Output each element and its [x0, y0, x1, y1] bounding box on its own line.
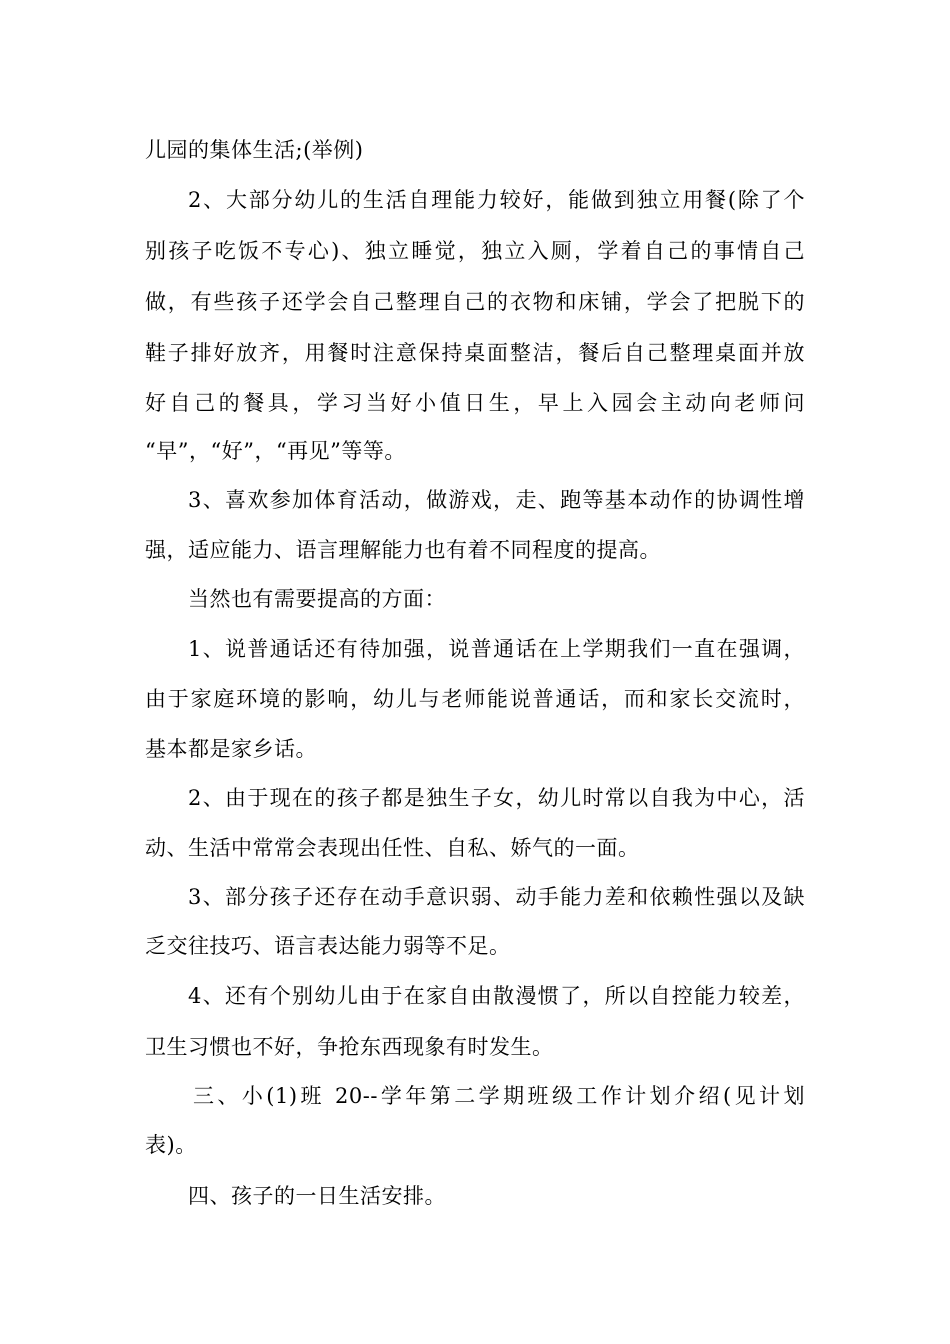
text-line: 四、孩子的一日生活安排。: [188, 1184, 446, 1208]
text-line: 当然也有需要提高的方面：: [188, 587, 446, 611]
text-line: 别孩子吃饭不专心)、独立睡觉，独立入厕，学着自己的事情自己: [145, 239, 805, 263]
text-line: 乏交往技巧、语言表达能力弱等不足。: [145, 934, 511, 958]
text-line: 4、还有个别幼儿由于在家自由散漫惯了，所以自控能力较差，: [188, 984, 805, 1008]
text-line: 3、部分孩子还存在动手意识弱、动手能力差和依赖性强以及缺: [188, 885, 805, 909]
text-line: 动、生活中常常会表现出任性、自私、娇气的一面。: [145, 836, 640, 860]
text-line: 好自己的餐具，学习当好小值日生，早上入园会主动向老师问: [145, 391, 805, 415]
text-line: 由于家庭环境的影响，幼儿与老师能说普通话，而和家长交流时，: [145, 687, 805, 711]
text-line: 表)。: [145, 1133, 197, 1157]
text-line: “早”，“好”，“再见”等等。: [145, 439, 406, 463]
text-line: 2、由于现在的孩子都是独生子女，幼儿时常以自我为中心，活: [188, 786, 805, 810]
text-line: 儿园的集体生活;(举例): [145, 138, 364, 162]
text-line: 1、说普通话还有待加强，说普通话在上学期我们一直在强调，: [188, 637, 805, 661]
text-line: 2、大部分幼儿的生活自理能力较好，能做到独立用餐(除了个: [188, 188, 805, 212]
text-line: 基本都是家乡话。: [145, 737, 317, 761]
text-line: 强，适应能力、语言理解能力也有着不同程度的提高。: [145, 538, 661, 562]
text-line: 做，有些孩子还学会自己整理自己的衣物和床铺，学会了把脱下的: [145, 290, 805, 314]
text-line: 鞋子排好放齐，用餐时注意保持桌面整洁，餐后自己整理桌面并放: [145, 341, 805, 365]
text-line: 三、小(1)班 20--学年第二学期班级工作计划介绍(见计划: [193, 1084, 805, 1108]
text-line: 卫生习惯也不好，争抢东西现象有时发生。: [145, 1035, 554, 1059]
text-line: 3、喜欢参加体育活动，做游戏，走、跑等基本动作的协调性增: [188, 488, 805, 512]
